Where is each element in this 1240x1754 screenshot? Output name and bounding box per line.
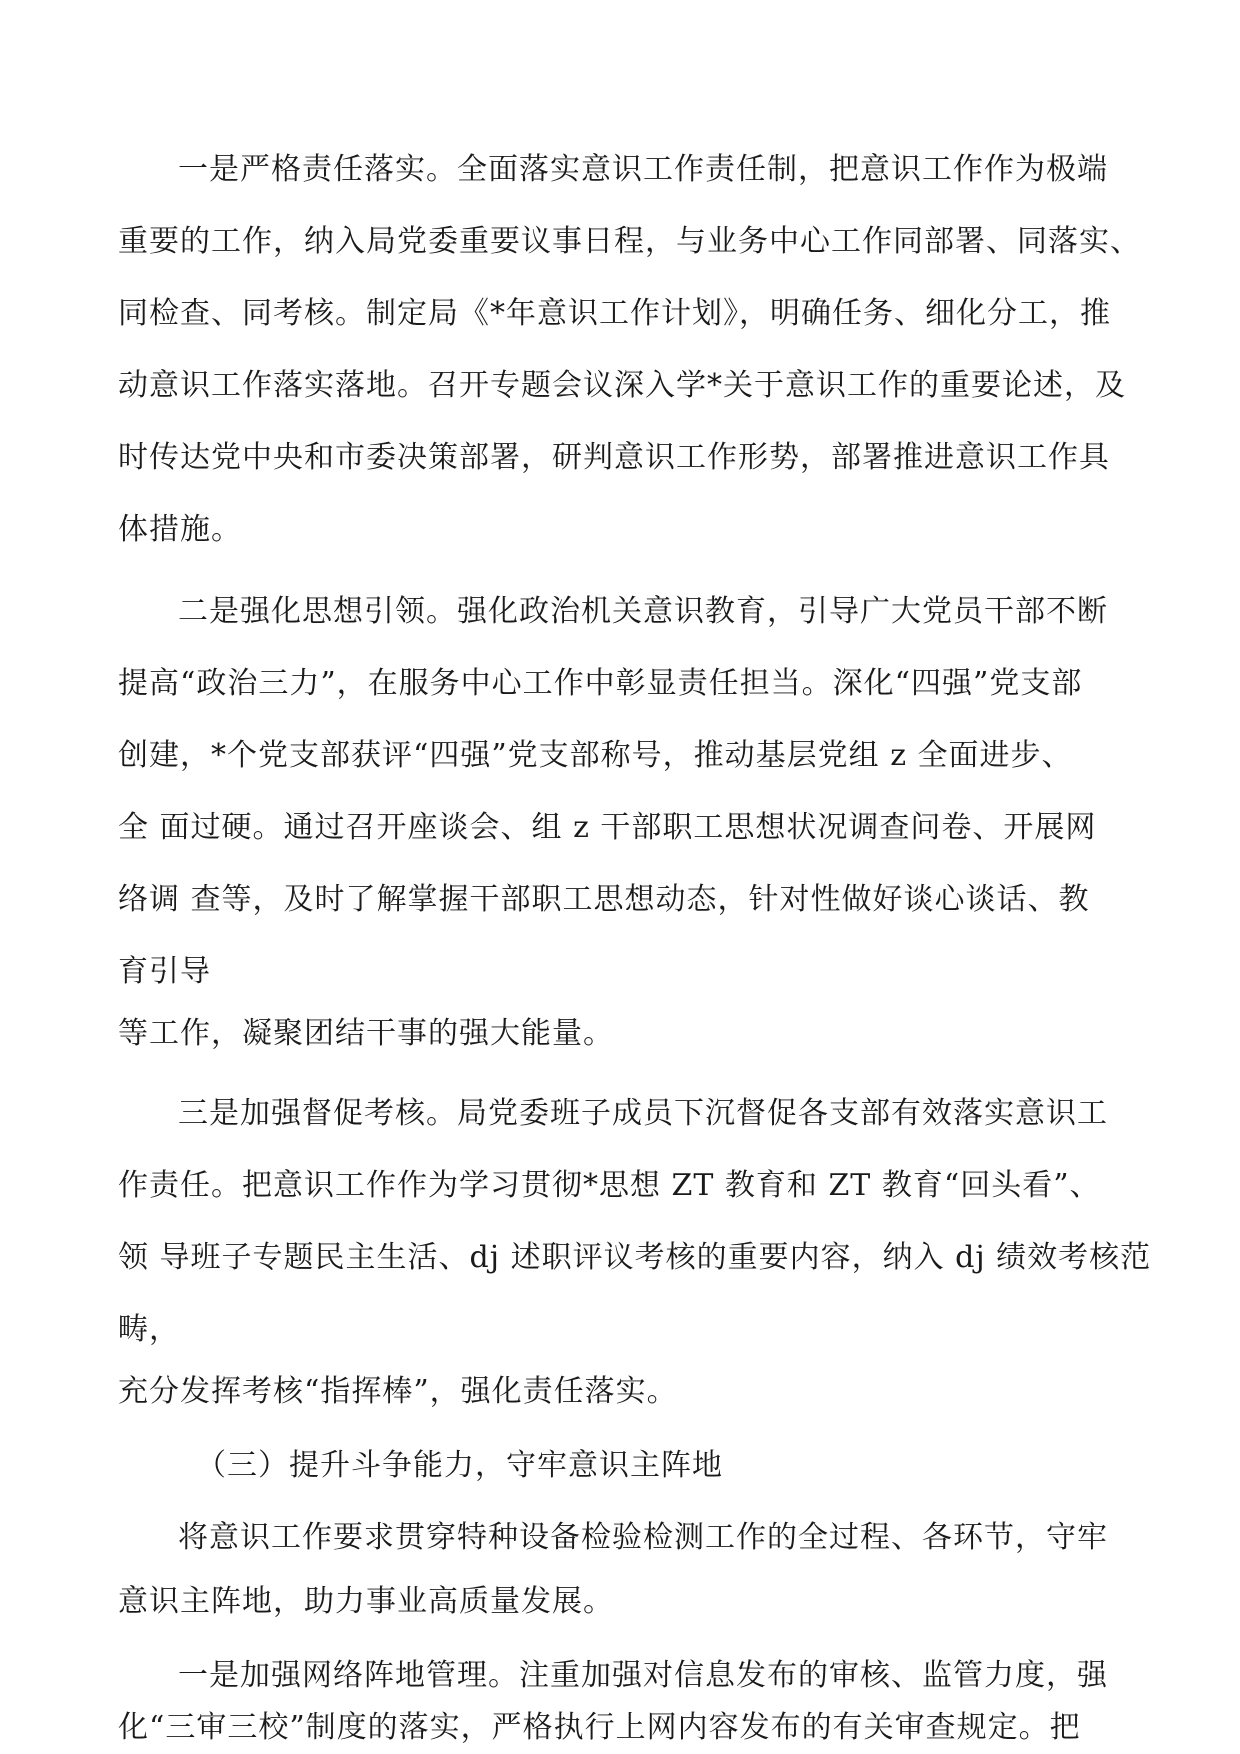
text-line: 充分发挥考核“指挥棒”，强化责任落实。 bbox=[118, 1374, 678, 1409]
text-line: 全 面过硬。通过召开座谈会、组 z 干部职工思想状况调查问卷、开展网 bbox=[118, 810, 1097, 845]
section-heading: （三）提升斗争能力，守牢意识主阵地 bbox=[196, 1448, 723, 1483]
text-line: 畴， bbox=[118, 1312, 180, 1347]
text-line: 一是严格责任落实。全面落实意识工作责任制，把意识工作作为极端 bbox=[178, 152, 1108, 187]
text-line: 将意识工作要求贯穿特种设备检验检测工作的全过程、各环节，守牢 bbox=[178, 1520, 1108, 1555]
text-line: 同检查、同考核。制定局《*年意识工作计划》，明确任务、细化分工，推 bbox=[118, 296, 1111, 331]
text-line: 体措施。 bbox=[118, 512, 242, 547]
text-line: 三是加强督促考核。局党委班子成员下沉督促各支部有效落实意识工 bbox=[178, 1096, 1108, 1131]
text-line: 重要的工作，纳入局党委重要议事日程，与业务中心工作同部署、同落实、 bbox=[118, 224, 1141, 259]
text-line: 络调 查等，及时了解掌握干部职工思想动态，针对性做好谈心谈话、教 bbox=[118, 882, 1090, 917]
text-line: 领 导班子专题民主生活、dj 述职评议考核的重要内容，纳入 dj 绩效考核范 bbox=[118, 1240, 1152, 1275]
text-line: 作责任。把意识工作作为学习贯彻*思想 ZT 教育和 ZT 教育“回头看”、 bbox=[118, 1168, 1101, 1203]
text-line: 时传达党中央和市委决策部署，研判意识工作形势，部署推进意识工作具 bbox=[118, 440, 1110, 475]
text-line: 意识主阵地，助力事业高质量发展。 bbox=[118, 1584, 614, 1619]
text-line: 二是强化思想引领。强化政治机关意识教育，引导广大党员干部不断 bbox=[178, 594, 1108, 629]
text-line: 等工作，凝聚团结干事的强大能量。 bbox=[118, 1016, 614, 1051]
text-line: 一是加强网络阵地管理。注重加强对信息发布的审核、监管力度，强 bbox=[178, 1658, 1108, 1693]
text-line: 育引导 bbox=[118, 954, 211, 989]
text-line: 化“三审三校”制度的落实，严格执行上网内容发布的有关审查规定。把 bbox=[118, 1710, 1081, 1745]
text-line: 创建，*个党支部获评“四强”党支部称号，推动基层党组 z 全面进步、 bbox=[118, 738, 1073, 773]
text-line: 动意识工作落实落地。召开专题会议深入学*关于意识工作的重要论述，及 bbox=[118, 368, 1126, 403]
text-line: 提高“政治三力”，在服务中心工作中彰显责任担当。深化“四强”党支部 bbox=[118, 666, 1083, 701]
